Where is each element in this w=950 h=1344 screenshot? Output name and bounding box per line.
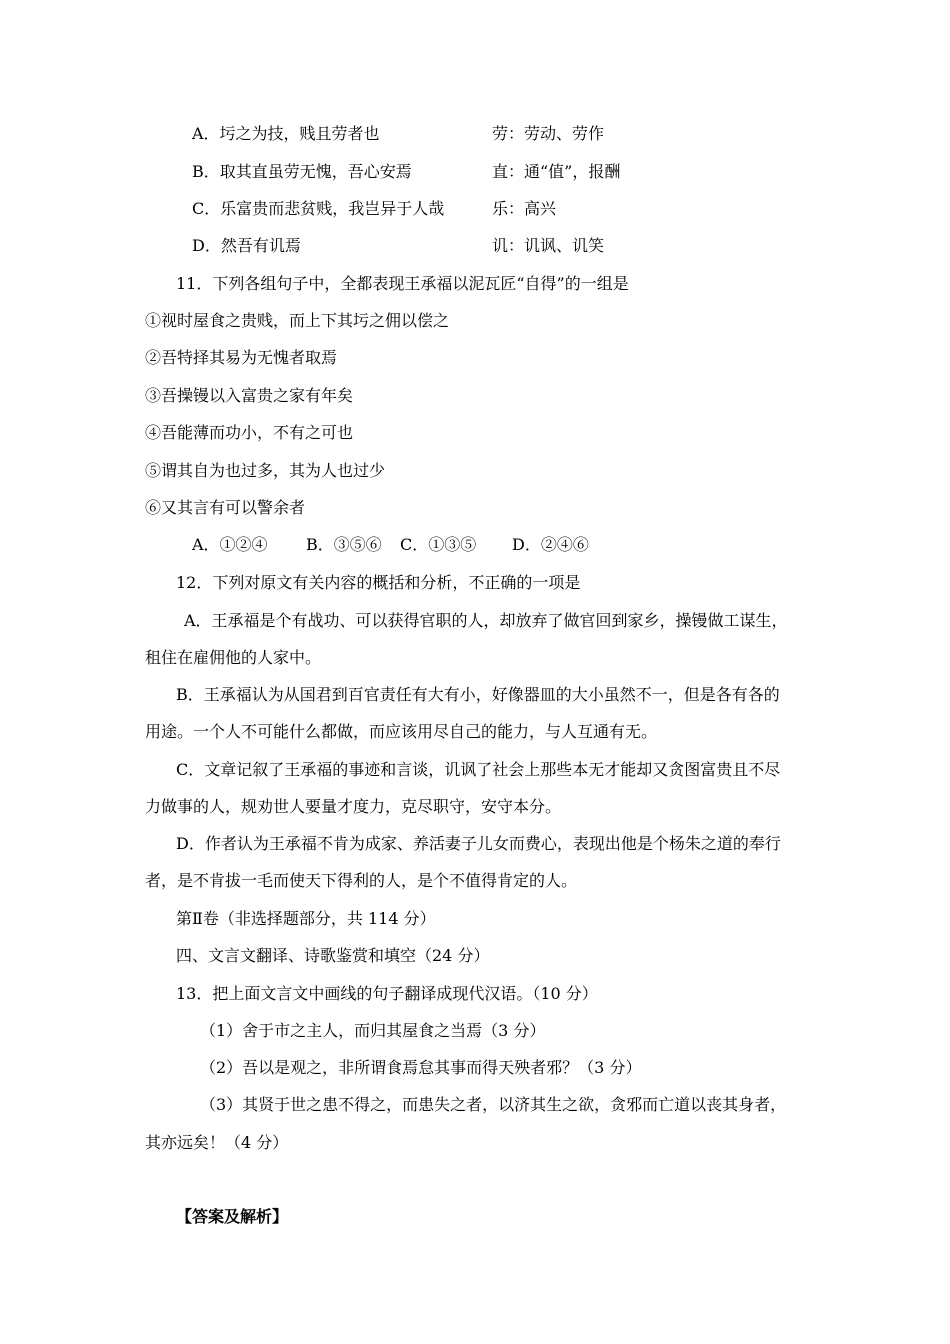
q12-stem: 12．下列对原文有关内容的概括和分析，不正确的一项是: [176, 573, 581, 592]
q11-item-6: ⑥又其言有可以警余者: [145, 498, 306, 517]
q11-choice-b: B．③⑤⑥: [306, 535, 382, 554]
q10-option-b: B．取其直虽劳无愧，吾心安焉: [192, 162, 412, 181]
q11-choice-c: C．①③⑤: [400, 535, 477, 554]
q13-sub2: （2）吾以是观之，非所谓食焉怠其事而得天殃者邪？（3 分）: [200, 1058, 642, 1077]
q11-choice-a: A．①②④: [192, 535, 268, 554]
q13-sub3-line2: 其亦远矣！（4 分）: [145, 1133, 289, 1152]
q13-sub3-line1: （3）其贤于世之患不得之，而患失之者，以济其生之欲，贪邪而亡道以丧其身者，: [200, 1095, 787, 1114]
q11-stem: 11．下列各组句子中，全都表现王承福以泥瓦匠“自得”的一组是: [176, 274, 629, 293]
q12-option-d-line1: D．作者认为王承福不肯为成家、养活妻子儿女而费心，表现出他是个杨朱之道的奉行: [176, 834, 781, 853]
q10-option-d: D．然吾有讥焉: [192, 236, 301, 255]
q10-gloss-c: 乐：高兴: [492, 199, 557, 218]
q12-option-b-line2: 用途。一个人不可能什么都做，而应该用尽自己的能力，与人互通有无。: [145, 722, 658, 741]
q10-gloss-d: 讥：讥讽、讥笑: [492, 236, 605, 255]
q10-gloss-b: 直：通“值”，报酬: [492, 162, 621, 181]
q11-item-2: ②吾特择其易为无愧者取焉: [145, 348, 338, 367]
part4-title: 四、文言文翻译、诗歌鉴赏和填空（24 分）: [176, 946, 490, 965]
q12-option-c-line2: 力做事的人，规劝世人要量才度力，克尽职守，安守本分。: [145, 797, 562, 816]
q13-sub1: （1）舍于市之主人，而归其屋食之当焉（3 分）: [200, 1021, 546, 1040]
q11-item-3: ③吾操镘以入富贵之家有年矣: [145, 386, 354, 405]
q12-option-a-line1: A．王承福是个有战功、可以获得官职的人，却放弃了做官回到家乡，操镘做工谋生，: [184, 611, 788, 630]
q11-item-4: ④吾能薄而功小，不有之可也: [145, 423, 354, 442]
q11-item-5: ⑤谓其自为也过多，其为人也过少: [145, 461, 386, 480]
q12-option-b-line1: B．王承福认为从国君到百官责任有大有小，好像器皿的大小虽然不一，但是各有各的: [176, 685, 780, 704]
q10-gloss-a: 劳：劳动、劳作: [492, 124, 605, 143]
q11-item-1: ①视时屋食之贵贱，而上下其圬之佣以偿之: [145, 311, 450, 330]
q11-choice-d: D．②④⑥: [512, 535, 589, 554]
q10-option-c: C．乐富贵而悲贫贱，我岂异于人哉: [192, 199, 445, 218]
q12-option-d-line2: 者，是不肯拔一毛而使天下得利的人，是个不值得肯定的人。: [145, 871, 578, 890]
answer-heading: 【答案及解析】: [176, 1207, 289, 1226]
q13-stem: 13．把上面文言文中画线的句子翻译成现代汉语。（10 分）: [176, 984, 598, 1003]
q10-option-a: A．圬之为技，贱且劳者也: [192, 124, 380, 143]
q12-option-c-line1: C．文章记叙了王承福的事迹和言谈，讥讽了社会上那些本无才能却又贪图富贵且不尽: [176, 760, 781, 779]
section2-title: 第Ⅱ卷（非选择题部分，共 114 分）: [176, 909, 436, 928]
q12-option-a-line2: 租住在雇佣他的人家中。: [145, 648, 322, 667]
